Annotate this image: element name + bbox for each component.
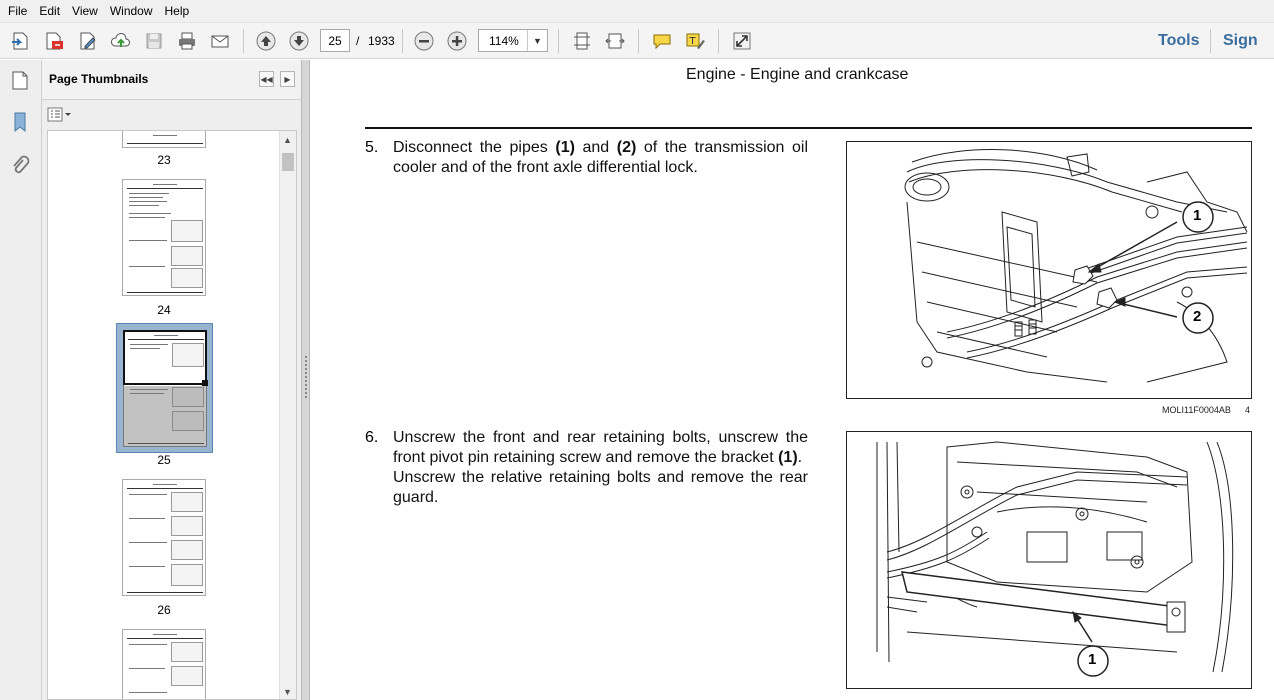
- email-icon[interactable]: [207, 28, 233, 54]
- svg-text:T: T: [689, 36, 696, 47]
- scrollbar-thumb[interactable]: [282, 153, 294, 171]
- figure-bracket-removal: [846, 431, 1252, 689]
- highlight-text-icon[interactable]: [682, 28, 708, 54]
- page-total: 1933: [368, 34, 395, 48]
- callout-label: 1: [1088, 651, 1097, 668]
- thumbnail-page[interactable]: [122, 179, 206, 296]
- figure-number: 4: [1245, 405, 1251, 415]
- callout-label: 2: [1193, 308, 1202, 325]
- chevron-down-icon[interactable]: ▼: [527, 30, 547, 51]
- header-rule: [365, 127, 1252, 129]
- thumbnail-options-row: [42, 100, 301, 130]
- sign-button[interactable]: Sign: [1223, 32, 1258, 49]
- panel-splitter[interactable]: [301, 60, 310, 700]
- menu-window[interactable]: Window: [109, 4, 153, 18]
- zoom-out-icon[interactable]: [411, 28, 437, 54]
- thumbnail-options-icon[interactable]: [47, 106, 75, 124]
- upload-cloud-icon[interactable]: [108, 28, 134, 54]
- step-text: Unscrew the front and rear retaining bolts, unscrew the front pivot pin retaining screw and remove the bracket (1). Unscrew the relative retaining bolts and remove the rear guard.: [393, 429, 808, 506]
- thumbnails-panel: [42, 60, 301, 700]
- panel-menu-icon[interactable]: ▶: [280, 71, 295, 87]
- thumbnail-label: 24: [157, 303, 171, 317]
- thumbnail-page[interactable]: [122, 629, 206, 700]
- menu-view[interactable]: View: [72, 4, 98, 18]
- thumbnail-label: 23: [157, 153, 171, 167]
- step-number: 6.: [365, 429, 379, 446]
- thumbnail-selected[interactable]: [116, 323, 213, 453]
- navigation-rail: [0, 60, 42, 700]
- create-pdf-icon[interactable]: [41, 28, 67, 54]
- figure-transmission-pipes: [846, 141, 1252, 399]
- callout-label: 1: [1193, 207, 1202, 224]
- step-number: 5.: [365, 139, 379, 156]
- toolbar-separator: [1210, 29, 1211, 53]
- thumbnail-list[interactable]: [47, 130, 297, 700]
- menu-edit[interactable]: Edit: [39, 4, 61, 18]
- toolbar-separator: [402, 29, 403, 53]
- save-icon[interactable]: [141, 28, 167, 54]
- zoom-select[interactable]: [478, 29, 548, 52]
- scroll-up-icon[interactable]: ▲: [283, 135, 292, 145]
- edit-pdf-icon[interactable]: [75, 28, 101, 54]
- menu-bar: [0, 0, 1274, 22]
- panel-header: [42, 60, 301, 100]
- full-screen-icon[interactable]: [729, 28, 755, 54]
- zoom-value: 114%: [489, 34, 519, 48]
- collapse-left-icon[interactable]: ◀◀: [259, 71, 274, 87]
- page-separator: /: [356, 34, 360, 48]
- fit-page-icon[interactable]: [569, 28, 595, 54]
- fit-width-icon[interactable]: [602, 28, 628, 54]
- previous-page-icon[interactable]: [253, 28, 279, 54]
- thumbnail-page[interactable]: [122, 130, 206, 148]
- menu-help[interactable]: Help: [164, 4, 190, 18]
- next-page-icon[interactable]: [286, 28, 312, 54]
- thumbnail-page[interactable]: [122, 479, 206, 596]
- open-file-icon[interactable]: [8, 28, 34, 54]
- panel-title: Page Thumbnails: [49, 72, 149, 86]
- thumbnail-label: 26: [157, 603, 171, 617]
- scroll-down-icon[interactable]: ▼: [283, 687, 292, 697]
- figure-caption: MOLI11F0004AB: [1162, 405, 1231, 415]
- zoom-in-icon[interactable]: [444, 28, 470, 54]
- page-thumbnails-icon[interactable]: [8, 68, 32, 92]
- thumbnail-scrollbar[interactable]: [279, 131, 296, 699]
- toolbar-separator: [243, 29, 244, 53]
- page-header: Engine - Engine and crankcase: [686, 66, 909, 83]
- menu-file[interactable]: File: [8, 4, 28, 18]
- toolbar-separator: [558, 29, 559, 53]
- thumbnail-label: 25: [157, 453, 171, 467]
- bookmark-icon[interactable]: [8, 110, 32, 134]
- step-text: Disconnect the pipes (1) and (2) of the transmission oil cooler and of the front axle differential lock.: [393, 139, 809, 176]
- attachment-icon[interactable]: [8, 154, 32, 178]
- tools-button[interactable]: Tools: [1158, 32, 1200, 49]
- toolbar: [0, 22, 1274, 59]
- print-icon[interactable]: [174, 28, 200, 54]
- toolbar-separator: [638, 29, 639, 53]
- toolbar-separator: [718, 29, 719, 53]
- document-view[interactable]: [311, 60, 1274, 700]
- page-number-input[interactable]: [320, 29, 350, 52]
- comment-icon[interactable]: [649, 28, 675, 54]
